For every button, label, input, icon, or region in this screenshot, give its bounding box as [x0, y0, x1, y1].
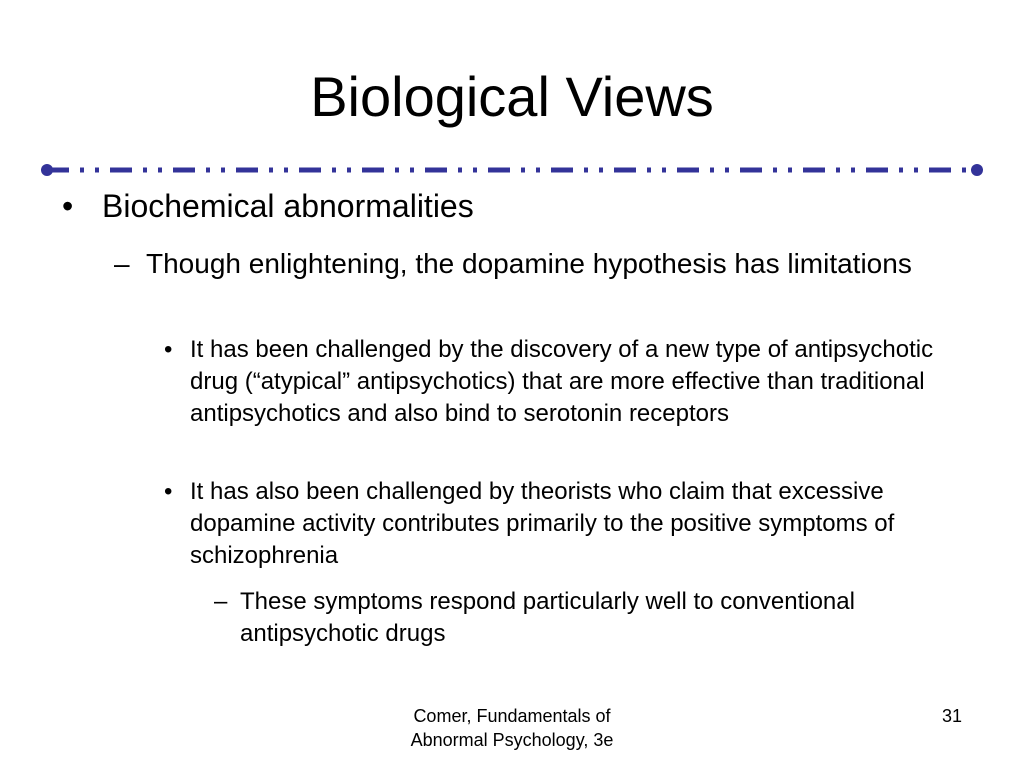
- subbullet-text: These symptoms respond particularly well to conventional antipsychotic drugs: [240, 588, 855, 647]
- subbullet-dopamine-limitations: [114, 246, 934, 282]
- dash-marker: –: [114, 248, 130, 279]
- footer-source-line1: Comer, Fundamentals of: [413, 706, 611, 726]
- bullet-text: It has been challenged by the discovery of a new type of antipsychotic drug (“atypical” antipsychotics) that are more effective than traditional antipsychotics and also bind to serotonin receptors: [190, 336, 934, 427]
- dash-marker: –: [214, 588, 228, 615]
- footer-source-line2: Abnormal Psychology, 3e: [410, 730, 614, 750]
- bullet-text: Biochemical abnormalities: [102, 188, 474, 224]
- bullet-text: It has also been challenged by theorists who claim that excessive dopamine activity contributes primarily to the positive symptoms of schizophrenia: [190, 478, 895, 569]
- subbullet-text: Though enlightening, the dopamine hypothesis has limitations: [146, 248, 912, 279]
- subbullet-conventional-drugs: [214, 586, 914, 650]
- bullet-atypical-antipsychotics: [164, 334, 944, 430]
- bullet-biochemical-abnormalities: [62, 186, 962, 226]
- bullet-marker: •: [164, 478, 173, 505]
- slide-title: Biological Views: [310, 65, 714, 128]
- divider-right-dot: [971, 164, 983, 176]
- bullet-theorists-challenge: [164, 476, 944, 572]
- bullet-marker: •: [62, 188, 74, 224]
- title-divider: [40, 160, 984, 180]
- slide-number: 31: [941, 706, 962, 726]
- bullet-marker: •: [164, 336, 173, 363]
- footer-source: [362, 704, 662, 752]
